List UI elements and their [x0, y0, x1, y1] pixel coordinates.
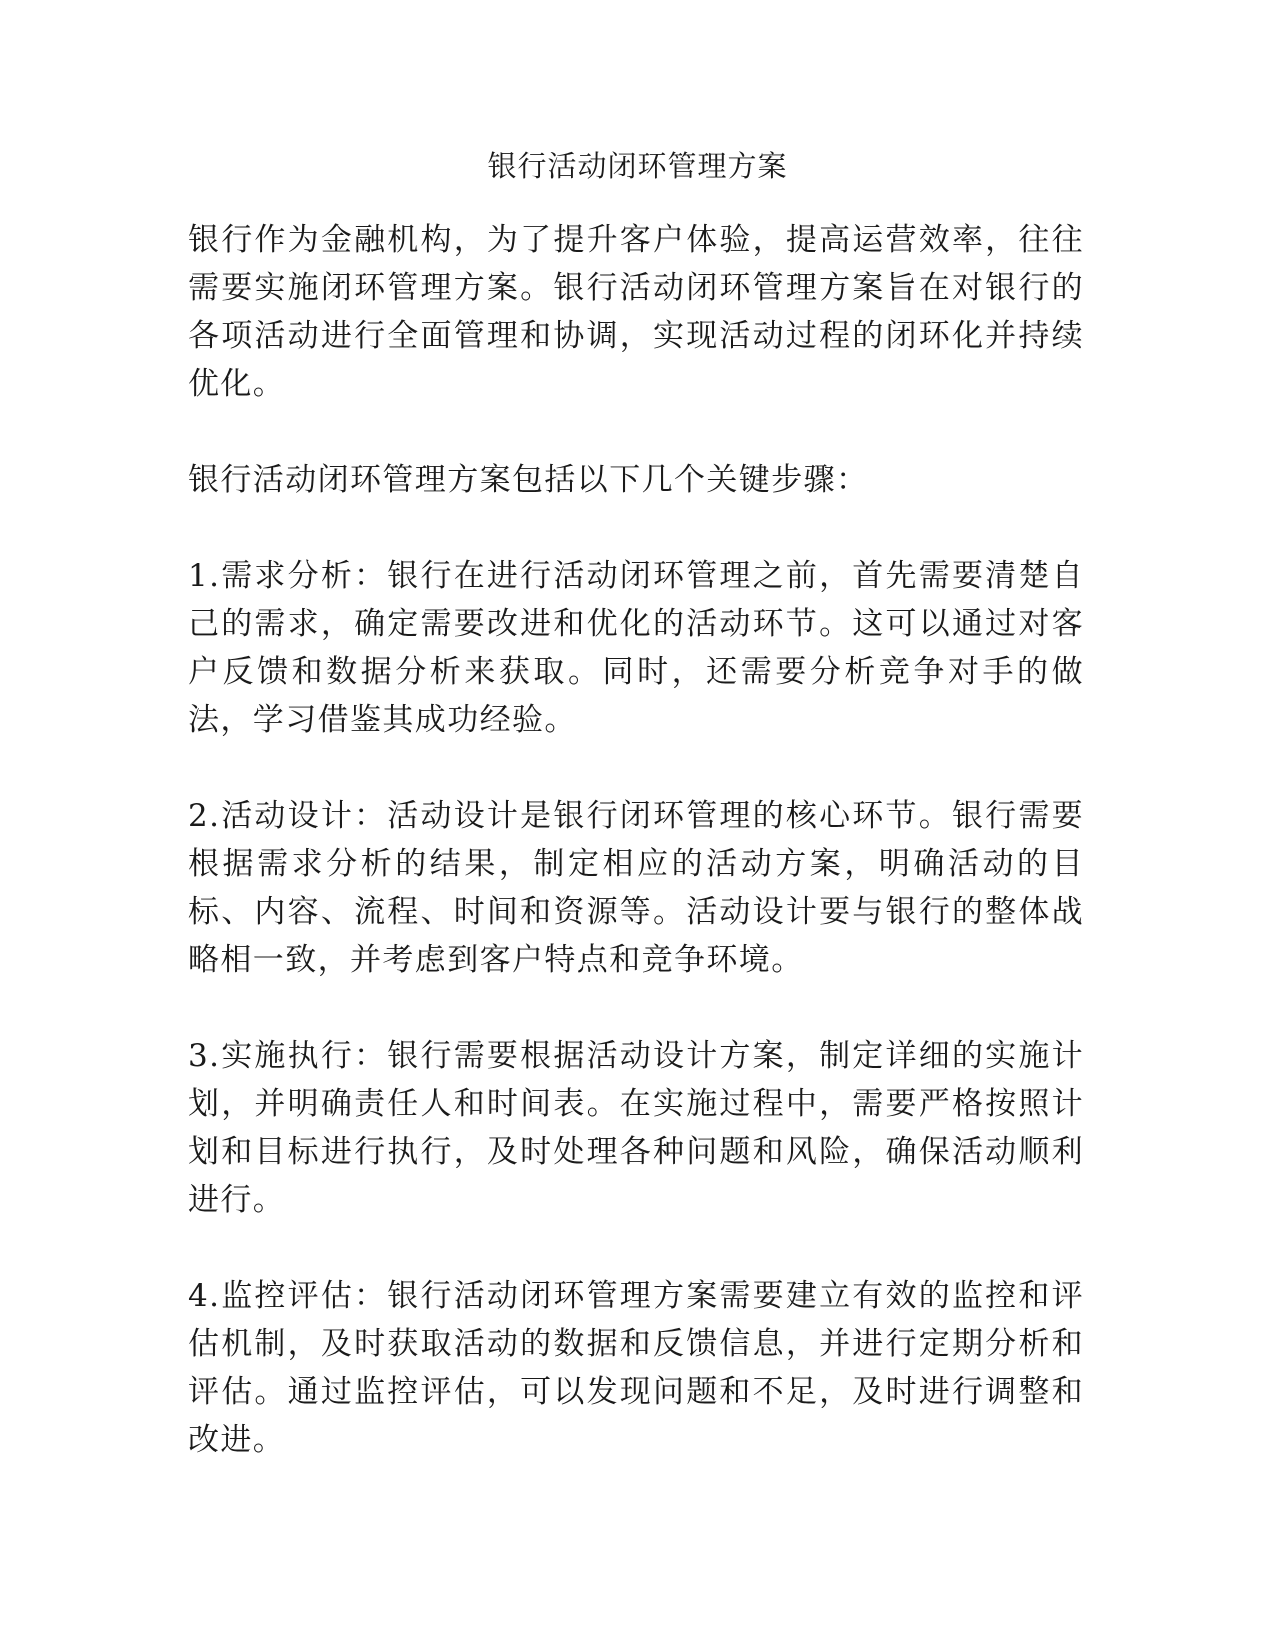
intro-paragraph: 银行作为金融机构，为了提升客户体验，提高运营效率，往往需要实施闭环管理方案。银行活动闭环管理方案旨在对银行的各项活动进行全面管理和协调，实现活动过程的闭环化并持续优化。: [188, 222, 1084, 402]
step-3-paragraph: 3.实施执行：银行需要根据活动设计方案，制定详细的实施计划，并明确责任人和时间表。在实施过程中，需要严格按照计划和目标进行执行，及时处理各种问题和风险，确保活动顺利进行。: [188, 1038, 1084, 1218]
step-4-paragraph: 4.监控评估：银行活动闭环管理方案需要建立有效的监控和评估机制，及时获取活动的数据和反馈信息，并进行定期分析和评估。通过监控评估，可以发现问题和不足，及时进行调整和改进。: [188, 1278, 1084, 1458]
step-1-paragraph: 1.需求分析：银行在进行活动闭环管理之前，首先需要清楚自己的需求，确定需要改进和优化的活动环节。这可以通过对客户反馈和数据分析来获取。同时，还需要分析竞争对手的做法，学习借鉴其成功经验。: [188, 558, 1084, 738]
document-body: [188, 216, 1084, 1512]
step-2-paragraph: 2.活动设计：活动设计是银行闭环管理的核心环节。银行需要根据需求分析的结果，制定相应的活动方案，明确活动的目标、内容、流程、时间和资源等。活动设计要与银行的整体战略相一致，并考虑到客户特点和竞争环境。: [188, 798, 1084, 978]
steps-intro-paragraph: 银行活动闭环管理方案包括以下几个关键步骤：: [188, 462, 869, 498]
document-title: 银行活动闭环管理方案: [487, 149, 788, 183]
